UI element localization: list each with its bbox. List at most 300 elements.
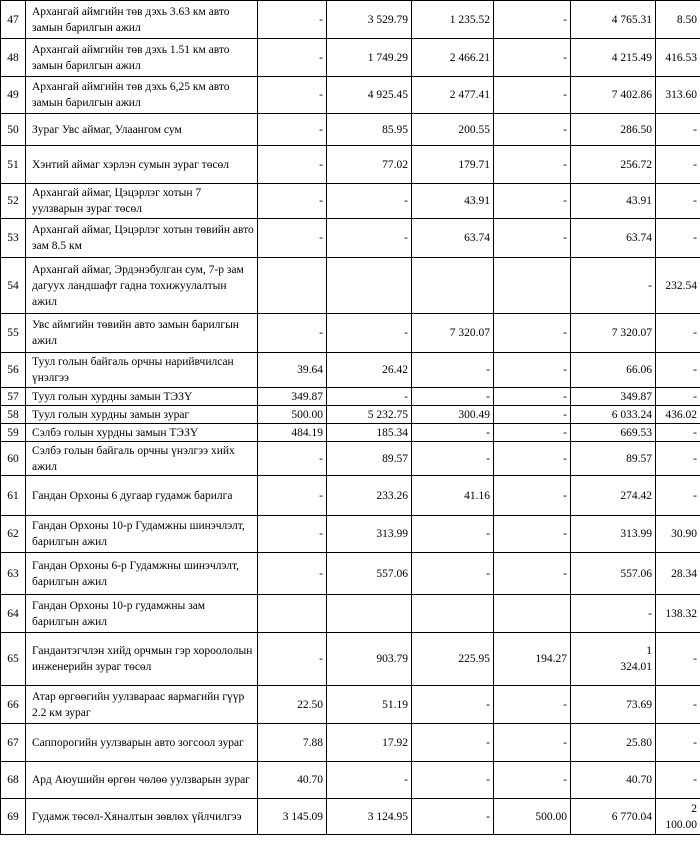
value-col-6 xyxy=(656,114,700,146)
value-col-6-text: - xyxy=(693,390,697,403)
project-name xyxy=(26,686,258,724)
value-col-4 xyxy=(494,406,571,424)
value-col-4 xyxy=(494,353,571,388)
value-col-6-text: 138.32 xyxy=(665,607,697,620)
value-col-2 xyxy=(327,799,412,835)
project-name xyxy=(26,595,258,633)
value-col-6 xyxy=(656,314,700,353)
row-number xyxy=(1,424,26,442)
value-col-4 xyxy=(494,799,571,835)
value-col-6-text: 313.60 xyxy=(665,89,697,101)
value-col-5-text: 256.72 xyxy=(620,158,652,171)
row-number xyxy=(1,39,26,77)
project-name-text: Зураг Увс аймаг, Улаангом сум xyxy=(32,123,182,136)
row-number-text: 68 xyxy=(7,774,19,786)
value-col-1-text: - xyxy=(319,158,323,171)
value-col-3-text: 179.71 xyxy=(458,158,490,171)
value-col-2-text: 5 232.75 xyxy=(367,408,408,421)
project-name-text: Архангай аймгийн төв дэхь 6,25 км авто замын барилгын ажил xyxy=(32,81,230,109)
row-number xyxy=(1,762,26,799)
value-col-5 xyxy=(571,1,656,39)
value-col-6 xyxy=(656,146,700,184)
value-col-6-text: - xyxy=(693,774,697,786)
project-name-text: Туул голын хурдны замын ТЭЗҮ xyxy=(32,390,193,403)
value-col-5 xyxy=(571,799,656,835)
value-col-6-text: - xyxy=(693,195,697,207)
value-col-1 xyxy=(258,553,327,595)
value-col-4 xyxy=(494,146,571,184)
project-name-text: Атар өргөөгийн уулзвараас яармагийн гүүр 2.2 км зураг xyxy=(32,690,245,719)
project-name xyxy=(26,314,258,353)
project-name xyxy=(26,353,258,388)
value-col-5 xyxy=(571,258,656,314)
value-col-6 xyxy=(656,442,700,476)
value-col-2-text: 17.92 xyxy=(382,736,408,749)
value-col-1-text: - xyxy=(319,123,323,136)
value-col-2 xyxy=(327,77,412,114)
value-col-2-text: 313.99 xyxy=(376,528,408,540)
value-col-1 xyxy=(258,516,327,553)
project-name xyxy=(26,39,258,77)
value-col-3 xyxy=(412,724,494,762)
value-col-3 xyxy=(412,799,494,835)
row-number xyxy=(1,388,26,406)
value-col-4-text: - xyxy=(563,774,567,786)
project-name xyxy=(26,219,258,258)
row-number xyxy=(1,184,26,219)
value-col-2-text: 77.02 xyxy=(382,158,408,171)
row-number xyxy=(1,476,26,516)
value-col-5 xyxy=(571,146,656,184)
project-name xyxy=(26,114,258,146)
value-col-4 xyxy=(494,424,571,442)
value-col-5-text: 7 320.07 xyxy=(611,327,652,339)
value-col-1-text: - xyxy=(319,489,323,502)
value-col-5-text: 63.74 xyxy=(626,232,652,244)
value-col-6 xyxy=(656,762,700,799)
value-col-4-text: - xyxy=(563,736,567,749)
value-col-6-text: 28.34 xyxy=(671,567,697,580)
value-col-3-text: - xyxy=(486,528,490,540)
row-number-text: 55 xyxy=(7,327,19,339)
project-name xyxy=(26,799,258,835)
value-col-1 xyxy=(258,353,327,388)
value-col-1-text: - xyxy=(319,89,323,101)
value-col-1-text: - xyxy=(319,528,323,540)
value-col-5 xyxy=(571,114,656,146)
value-col-2 xyxy=(327,762,412,799)
value-col-1-text: 484.19 xyxy=(291,426,323,439)
value-col-4 xyxy=(494,442,571,476)
value-col-5-text: 669.53 xyxy=(620,426,652,439)
value-col-2 xyxy=(327,184,412,219)
value-col-6-text: - xyxy=(693,232,697,244)
value-col-4 xyxy=(494,258,571,314)
row-number-text: 59 xyxy=(7,426,19,439)
value-col-6 xyxy=(656,553,700,595)
value-col-5-text: 66.06 xyxy=(626,364,652,376)
value-col-3-text: 225.95 xyxy=(458,653,490,665)
value-col-5-text: 73.69 xyxy=(626,698,652,711)
project-name-text: Гандан Орхоны 10-р гудамжны зам барилгын ажил xyxy=(32,599,206,628)
value-col-4-text: - xyxy=(563,698,567,711)
value-col-1-text: 349.87 xyxy=(291,390,323,403)
value-col-4 xyxy=(494,314,571,353)
value-col-3 xyxy=(412,406,494,424)
row-number xyxy=(1,258,26,314)
value-col-3 xyxy=(412,762,494,799)
row-number-text: 49 xyxy=(7,89,19,101)
value-col-5 xyxy=(571,686,656,724)
row-number xyxy=(1,77,26,114)
value-col-5-text: 6 033.24 xyxy=(611,408,652,421)
row-number-text: 66 xyxy=(7,698,19,711)
value-col-3 xyxy=(412,388,494,406)
value-col-4-text: - xyxy=(563,426,567,439)
value-col-2 xyxy=(327,476,412,516)
value-col-6 xyxy=(656,353,700,388)
project-name xyxy=(26,146,258,184)
value-col-6-text: - xyxy=(693,736,697,749)
project-name xyxy=(26,424,258,442)
value-col-2 xyxy=(327,219,412,258)
value-col-3-text: 63.74 xyxy=(464,232,490,244)
row-number xyxy=(1,633,26,686)
value-col-4-text: - xyxy=(563,51,567,64)
value-col-4 xyxy=(494,633,571,686)
value-col-1 xyxy=(258,1,327,39)
project-name-text: Сэлбэ голын хурдны замын ТЭЗҮ xyxy=(32,426,199,439)
project-name-text: Ард Аюушийн өргөн чөлөө уулзварын зураг xyxy=(32,774,250,786)
value-col-5 xyxy=(571,424,656,442)
value-col-2-text: - xyxy=(404,327,408,339)
value-col-6-text: - xyxy=(693,364,697,376)
value-col-6 xyxy=(656,424,700,442)
value-col-3-text: 1 235.52 xyxy=(449,13,490,26)
table-row xyxy=(1,258,700,314)
row-number-text: 64 xyxy=(7,607,19,620)
table-row xyxy=(1,476,700,516)
value-col-3-text: - xyxy=(486,452,490,465)
value-col-4 xyxy=(494,595,571,633)
project-name-text: Архангай аймаг, Эрдэнэбулган сум, 7-р зам дагуух ландшафт гадна тохижуулалтын ажил xyxy=(32,263,244,308)
project-name-text: Туул голын байгаль орчны нарийвчилсан үнэлгээ xyxy=(32,356,234,384)
row-number-text: 65 xyxy=(7,653,19,665)
table-row xyxy=(1,184,700,219)
value-col-4-text: - xyxy=(563,364,567,376)
table-row xyxy=(1,314,700,353)
value-col-2 xyxy=(327,686,412,724)
value-col-2 xyxy=(327,553,412,595)
row-number-text: 61 xyxy=(7,489,19,502)
value-col-5 xyxy=(571,595,656,633)
value-col-4 xyxy=(494,388,571,406)
value-col-2 xyxy=(327,388,412,406)
value-col-1-text: 40.70 xyxy=(297,774,323,786)
value-col-2-text: 51.19 xyxy=(382,698,408,711)
value-col-2-text: 557.06 xyxy=(376,567,408,580)
value-col-5-text: - xyxy=(648,279,652,292)
project-name-text: Архангай аймгийн төв дэхь 1.51 км авто замын барилгын ажил xyxy=(32,43,230,72)
value-col-4-text: - xyxy=(563,327,567,339)
value-col-2-text: 185.34 xyxy=(376,426,408,439)
table-row xyxy=(1,553,700,595)
value-col-4-text: - xyxy=(563,232,567,244)
value-col-5-text: 557.06 xyxy=(620,567,652,580)
value-col-4-text: - xyxy=(563,408,567,421)
project-name-text: Гандан Орхоны 10-р Гудамжны шинэчлэлт, барилгын ажил xyxy=(32,520,245,548)
value-col-3-text: 200.55 xyxy=(458,123,490,136)
row-number xyxy=(1,724,26,762)
value-col-2 xyxy=(327,406,412,424)
value-col-3 xyxy=(412,553,494,595)
value-col-1 xyxy=(258,184,327,219)
value-col-2 xyxy=(327,114,412,146)
value-col-3 xyxy=(412,686,494,724)
value-col-3-text: - xyxy=(486,810,490,823)
value-col-1 xyxy=(258,258,327,314)
value-col-2 xyxy=(327,442,412,476)
value-col-6-text: 416.53 xyxy=(665,51,697,64)
value-col-2-text: 85.95 xyxy=(382,123,408,136)
value-col-1 xyxy=(258,39,327,77)
value-col-5 xyxy=(571,516,656,553)
value-col-5-text: 43.91 xyxy=(626,195,652,207)
table-row xyxy=(1,353,700,388)
value-col-4-text: - xyxy=(563,195,567,207)
table-row xyxy=(1,595,700,633)
value-col-4 xyxy=(494,476,571,516)
value-col-3-text: - xyxy=(486,736,490,749)
value-col-2-text: - xyxy=(404,774,408,786)
row-number-text: 62 xyxy=(7,528,19,540)
table-row xyxy=(1,424,700,442)
value-col-1-text: - xyxy=(319,51,323,64)
value-col-5 xyxy=(571,442,656,476)
value-col-1 xyxy=(258,219,327,258)
value-col-3 xyxy=(412,442,494,476)
value-col-3-text: 43.91 xyxy=(464,195,490,207)
value-col-1 xyxy=(258,799,327,835)
row-number xyxy=(1,114,26,146)
value-col-4 xyxy=(494,762,571,799)
value-col-4 xyxy=(494,39,571,77)
row-number-text: 57 xyxy=(7,390,19,403)
row-number xyxy=(1,595,26,633)
row-number-text: 53 xyxy=(7,232,19,244)
value-col-3 xyxy=(412,476,494,516)
value-col-2 xyxy=(327,314,412,353)
value-col-5 xyxy=(571,553,656,595)
project-name-text: Архангай аймаг, Цэцэрлэг хотын төвийн авто зам 8.5 км xyxy=(32,224,254,252)
value-col-4-text: - xyxy=(563,158,567,171)
value-col-4 xyxy=(494,553,571,595)
value-col-2-text: 1 749.29 xyxy=(367,51,408,64)
project-name xyxy=(26,77,258,114)
value-col-1 xyxy=(258,595,327,633)
project-name-text: Саппорогийн уулзварын авто зогсоол зураг xyxy=(32,736,244,749)
value-col-3 xyxy=(412,314,494,353)
value-col-1-text: - xyxy=(319,13,323,26)
row-number xyxy=(1,314,26,353)
value-col-3 xyxy=(412,424,494,442)
value-col-2-text: 89.57 xyxy=(382,452,408,465)
table-row xyxy=(1,516,700,553)
value-col-1 xyxy=(258,442,327,476)
table-row xyxy=(1,406,700,424)
value-col-4 xyxy=(494,184,571,219)
value-col-1 xyxy=(258,424,327,442)
value-col-6 xyxy=(656,1,700,39)
value-col-5 xyxy=(571,353,656,388)
value-col-3 xyxy=(412,1,494,39)
value-col-1 xyxy=(258,686,327,724)
value-col-6-text: - xyxy=(693,426,697,439)
value-col-3-text: 2 466.21 xyxy=(449,51,490,64)
value-col-4 xyxy=(494,516,571,553)
project-name xyxy=(26,406,258,424)
table-row xyxy=(1,442,700,476)
value-col-5-text: 4 765.31 xyxy=(611,13,652,26)
value-col-4-text: - xyxy=(563,452,567,465)
value-col-5 xyxy=(571,184,656,219)
table-row xyxy=(1,799,700,835)
value-col-3-text: 300.49 xyxy=(458,408,490,421)
value-col-1 xyxy=(258,388,327,406)
value-col-5-text: 1 324.01 xyxy=(620,645,652,673)
table-row xyxy=(1,219,700,258)
value-col-6 xyxy=(656,219,700,258)
value-col-1 xyxy=(258,406,327,424)
value-col-6-text: - xyxy=(693,158,697,171)
value-col-2 xyxy=(327,146,412,184)
project-name-text: Гандантэгчлэн хийд орчмын гэр хороололын инженерийн зураг төсөл xyxy=(32,645,253,673)
value-col-2 xyxy=(327,258,412,314)
value-col-2-text: 3 124.95 xyxy=(367,810,408,823)
value-col-1-text: 500.00 xyxy=(291,408,323,421)
value-col-2-text: - xyxy=(404,232,408,244)
row-number-text: 60 xyxy=(7,452,19,465)
value-col-5 xyxy=(571,219,656,258)
value-col-3 xyxy=(412,184,494,219)
value-col-6 xyxy=(656,39,700,77)
value-col-1-text: 22.50 xyxy=(297,698,323,711)
value-col-5-text: 25.80 xyxy=(626,736,652,749)
table-row xyxy=(1,77,700,114)
value-col-3 xyxy=(412,258,494,314)
row-number-text: 67 xyxy=(7,736,19,749)
value-col-4-text: 500.00 xyxy=(535,810,567,823)
value-col-1 xyxy=(258,77,327,114)
value-col-3-text: - xyxy=(486,698,490,711)
row-number xyxy=(1,799,26,835)
value-col-2-text: 4 925.45 xyxy=(367,89,408,101)
value-col-1-text: - xyxy=(319,653,323,665)
value-col-5-text: - xyxy=(648,607,652,620)
value-col-2 xyxy=(327,424,412,442)
project-name-text: Туул голын хурдны замын зураг xyxy=(32,408,190,421)
project-name-text: Увс аймгийн төвийн авто замын барилгын ажил xyxy=(32,319,239,347)
table-body xyxy=(1,1,700,835)
row-number-text: 63 xyxy=(7,567,19,580)
value-col-2-text: - xyxy=(404,390,408,403)
value-col-5-text: 4 215.49 xyxy=(611,51,652,64)
value-col-3 xyxy=(412,39,494,77)
row-number xyxy=(1,516,26,553)
table-row xyxy=(1,724,700,762)
value-col-4-text: - xyxy=(563,390,567,403)
row-number xyxy=(1,686,26,724)
value-col-3-text: 7 320.07 xyxy=(449,327,490,339)
value-col-5-text: 349.87 xyxy=(620,390,652,403)
row-number xyxy=(1,553,26,595)
value-col-5-text: 274.42 xyxy=(620,489,652,502)
project-name xyxy=(26,476,258,516)
row-number xyxy=(1,406,26,424)
project-name-text: Гандан Орхоны 6 дугаар гудамж барилга xyxy=(32,489,233,502)
table-row xyxy=(1,114,700,146)
value-col-3 xyxy=(412,77,494,114)
row-number-text: 48 xyxy=(7,51,19,64)
value-col-5 xyxy=(571,476,656,516)
value-col-3-text: 41.16 xyxy=(464,489,490,502)
value-col-3 xyxy=(412,595,494,633)
row-number-text: 56 xyxy=(7,364,19,376)
value-col-2 xyxy=(327,39,412,77)
project-name xyxy=(26,553,258,595)
value-col-3 xyxy=(412,353,494,388)
value-col-1 xyxy=(258,314,327,353)
value-col-2-text: 903.79 xyxy=(376,653,408,665)
row-number xyxy=(1,1,26,39)
row-number-text: 69 xyxy=(7,810,19,823)
project-name xyxy=(26,1,258,39)
table-row xyxy=(1,762,700,799)
value-col-1-text: 7.88 xyxy=(302,736,323,749)
project-name xyxy=(26,762,258,799)
value-col-6-text: 30.90 xyxy=(671,528,697,540)
value-col-6 xyxy=(656,258,700,314)
value-col-3 xyxy=(412,633,494,686)
value-col-1-text: 3 145.09 xyxy=(282,810,323,823)
project-name-text: Гудамж төсөл-Хяналтын зөвлөх үйлчилгээ xyxy=(32,810,242,823)
value-col-4 xyxy=(494,219,571,258)
value-col-2-text: 26.42 xyxy=(382,364,408,376)
value-col-1-text: - xyxy=(319,195,323,207)
row-number xyxy=(1,353,26,388)
value-col-6-text: 232.54 xyxy=(665,279,697,292)
value-col-5-text: 313.99 xyxy=(620,528,652,540)
row-number-text: 52 xyxy=(7,195,19,207)
value-col-2-text: 3 529.79 xyxy=(367,13,408,26)
value-col-6 xyxy=(656,686,700,724)
value-col-5 xyxy=(571,762,656,799)
value-col-1-text: - xyxy=(319,567,323,580)
value-col-4 xyxy=(494,724,571,762)
value-col-6-text: - xyxy=(693,123,697,136)
value-col-6-text: - xyxy=(693,327,697,339)
value-col-4 xyxy=(494,77,571,114)
project-name-text: Хэнтий аймаг хэрлэн сумын зураг төсөл xyxy=(32,158,230,171)
value-col-2 xyxy=(327,516,412,553)
value-col-1-text: - xyxy=(319,452,323,465)
project-name-text: Архангай аймаг, Цэцэрлэг хотын 7 уулзварын зураг төсөл xyxy=(32,187,202,215)
value-col-2 xyxy=(327,595,412,633)
value-col-4-text: - xyxy=(563,528,567,540)
value-col-6 xyxy=(656,799,700,835)
value-col-6-text: 436.02 xyxy=(665,408,697,421)
table-row xyxy=(1,686,700,724)
